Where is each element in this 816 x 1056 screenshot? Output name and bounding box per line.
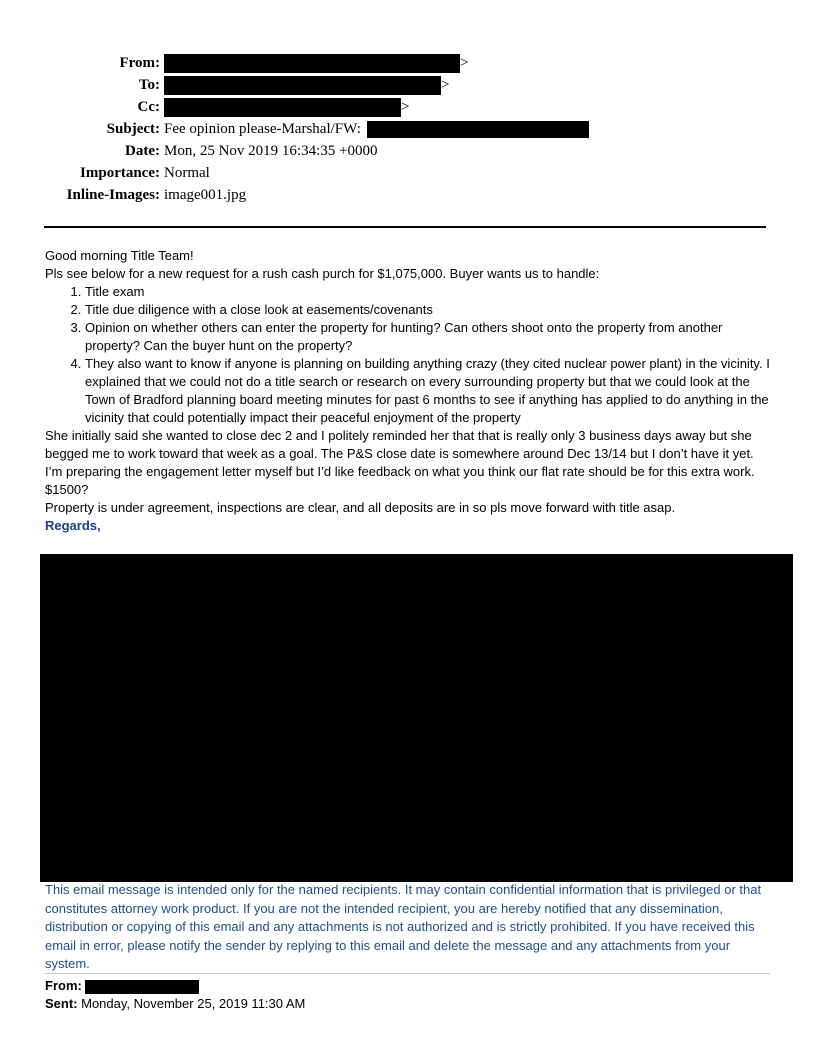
list-item: 3. Opinion on whether others can enter the property for hunting? Can others shoot onto the property from another property? Can the buyer hunt on the property? [85, 319, 775, 355]
email-body [45, 247, 775, 535]
forwarded-from-label: From: [45, 978, 82, 993]
redacted-cc-address [164, 98, 401, 117]
intro: Pls see below for a new request for a rush cash purch for $1,075,000. Buyer wants us to handle: [45, 266, 600, 281]
forwarded-from-row [45, 977, 765, 995]
forward-separator [44, 973, 770, 974]
header-divider [44, 226, 766, 228]
importance-value: Normal [164, 165, 210, 181]
cc-suffix: > [401, 99, 410, 115]
paragraph-agreement-status: Property is under agreement, inspections are clear, and all deposits are in so pls move forward with title asap. [45, 500, 676, 515]
paragraph-engagement-letter: I’m preparing the engagement letter myself but I’d like feedback on what you think our flat rate should be for this extra work. $1500? [45, 464, 755, 497]
request-list [45, 283, 775, 427]
date-label: Date: [125, 143, 160, 159]
date-value: Mon, 25 Nov 2019 16:34:35 +0000 [164, 143, 378, 159]
from-label: From: [119, 55, 160, 71]
forwarded-sent-row [45, 995, 765, 1013]
importance-label: Importance: [80, 165, 160, 181]
list-item: 1. Title exam [85, 283, 775, 301]
list-item: 2. Title due diligence with a close look at easements/covenants [85, 301, 775, 319]
forwarded-header [45, 977, 765, 1013]
redacted-signature-block [40, 554, 793, 882]
forwarded-sent-label: Sent: [45, 996, 78, 1011]
to-label: To: [138, 77, 160, 93]
forwarded-sent-value: Monday, November 25, 2019 11:30 AM [81, 996, 306, 1011]
list-item: 4. They also want to know if anyone is planning on building anything crazy (they cited nuclear power plant) in the vicinity. I explained that we could not do a title search or research on every surrounding property but that we could look at the Town of Bradford planning board meeting minutes for past 6 months to see if anything has applied to do anything in the vicinity that could potentially impact their peaceful enjoyment of the property [85, 355, 775, 427]
from-suffix: > [460, 55, 469, 71]
confidentiality-disclaimer: This email message is intended only for the named recipients. It may contain confidential information that is privileged or that constitutes attorney work product. If you are not the intended recipient, you are hereby notified that any dissemination, distribution or copying of this email and any attachments is not authorized and is strictly prohibited. If you have received this email in error, please notify the sender by replying to this email and delete the message and any attachments from your system. [45, 882, 762, 971]
subject-label: Subject: [106, 121, 160, 137]
to-suffix: > [441, 77, 450, 93]
regards: Regards, [45, 518, 101, 533]
redacted-subject [367, 121, 589, 138]
redacted-to-address [164, 76, 441, 95]
redacted-forwarded-from [85, 980, 199, 994]
inline-images-value: image001.jpg [164, 187, 247, 203]
cc-label: Cc: [137, 99, 160, 115]
subject-value: Fee opinion please-Marshal/FW: [164, 121, 361, 137]
greeting: Good morning Title Team! [45, 248, 194, 263]
paragraph-closing-date: She initially said she wanted to close dec 2 and I politely reminded her that that is really only 3 business days away but she begged me to work toward that week as a goal. The P&S close date is somewhere around Dec 13/14 but I don’t have it yet. [45, 428, 754, 461]
inline-images-label: Inline-Images: [66, 187, 160, 203]
redacted-from-address [164, 54, 460, 73]
